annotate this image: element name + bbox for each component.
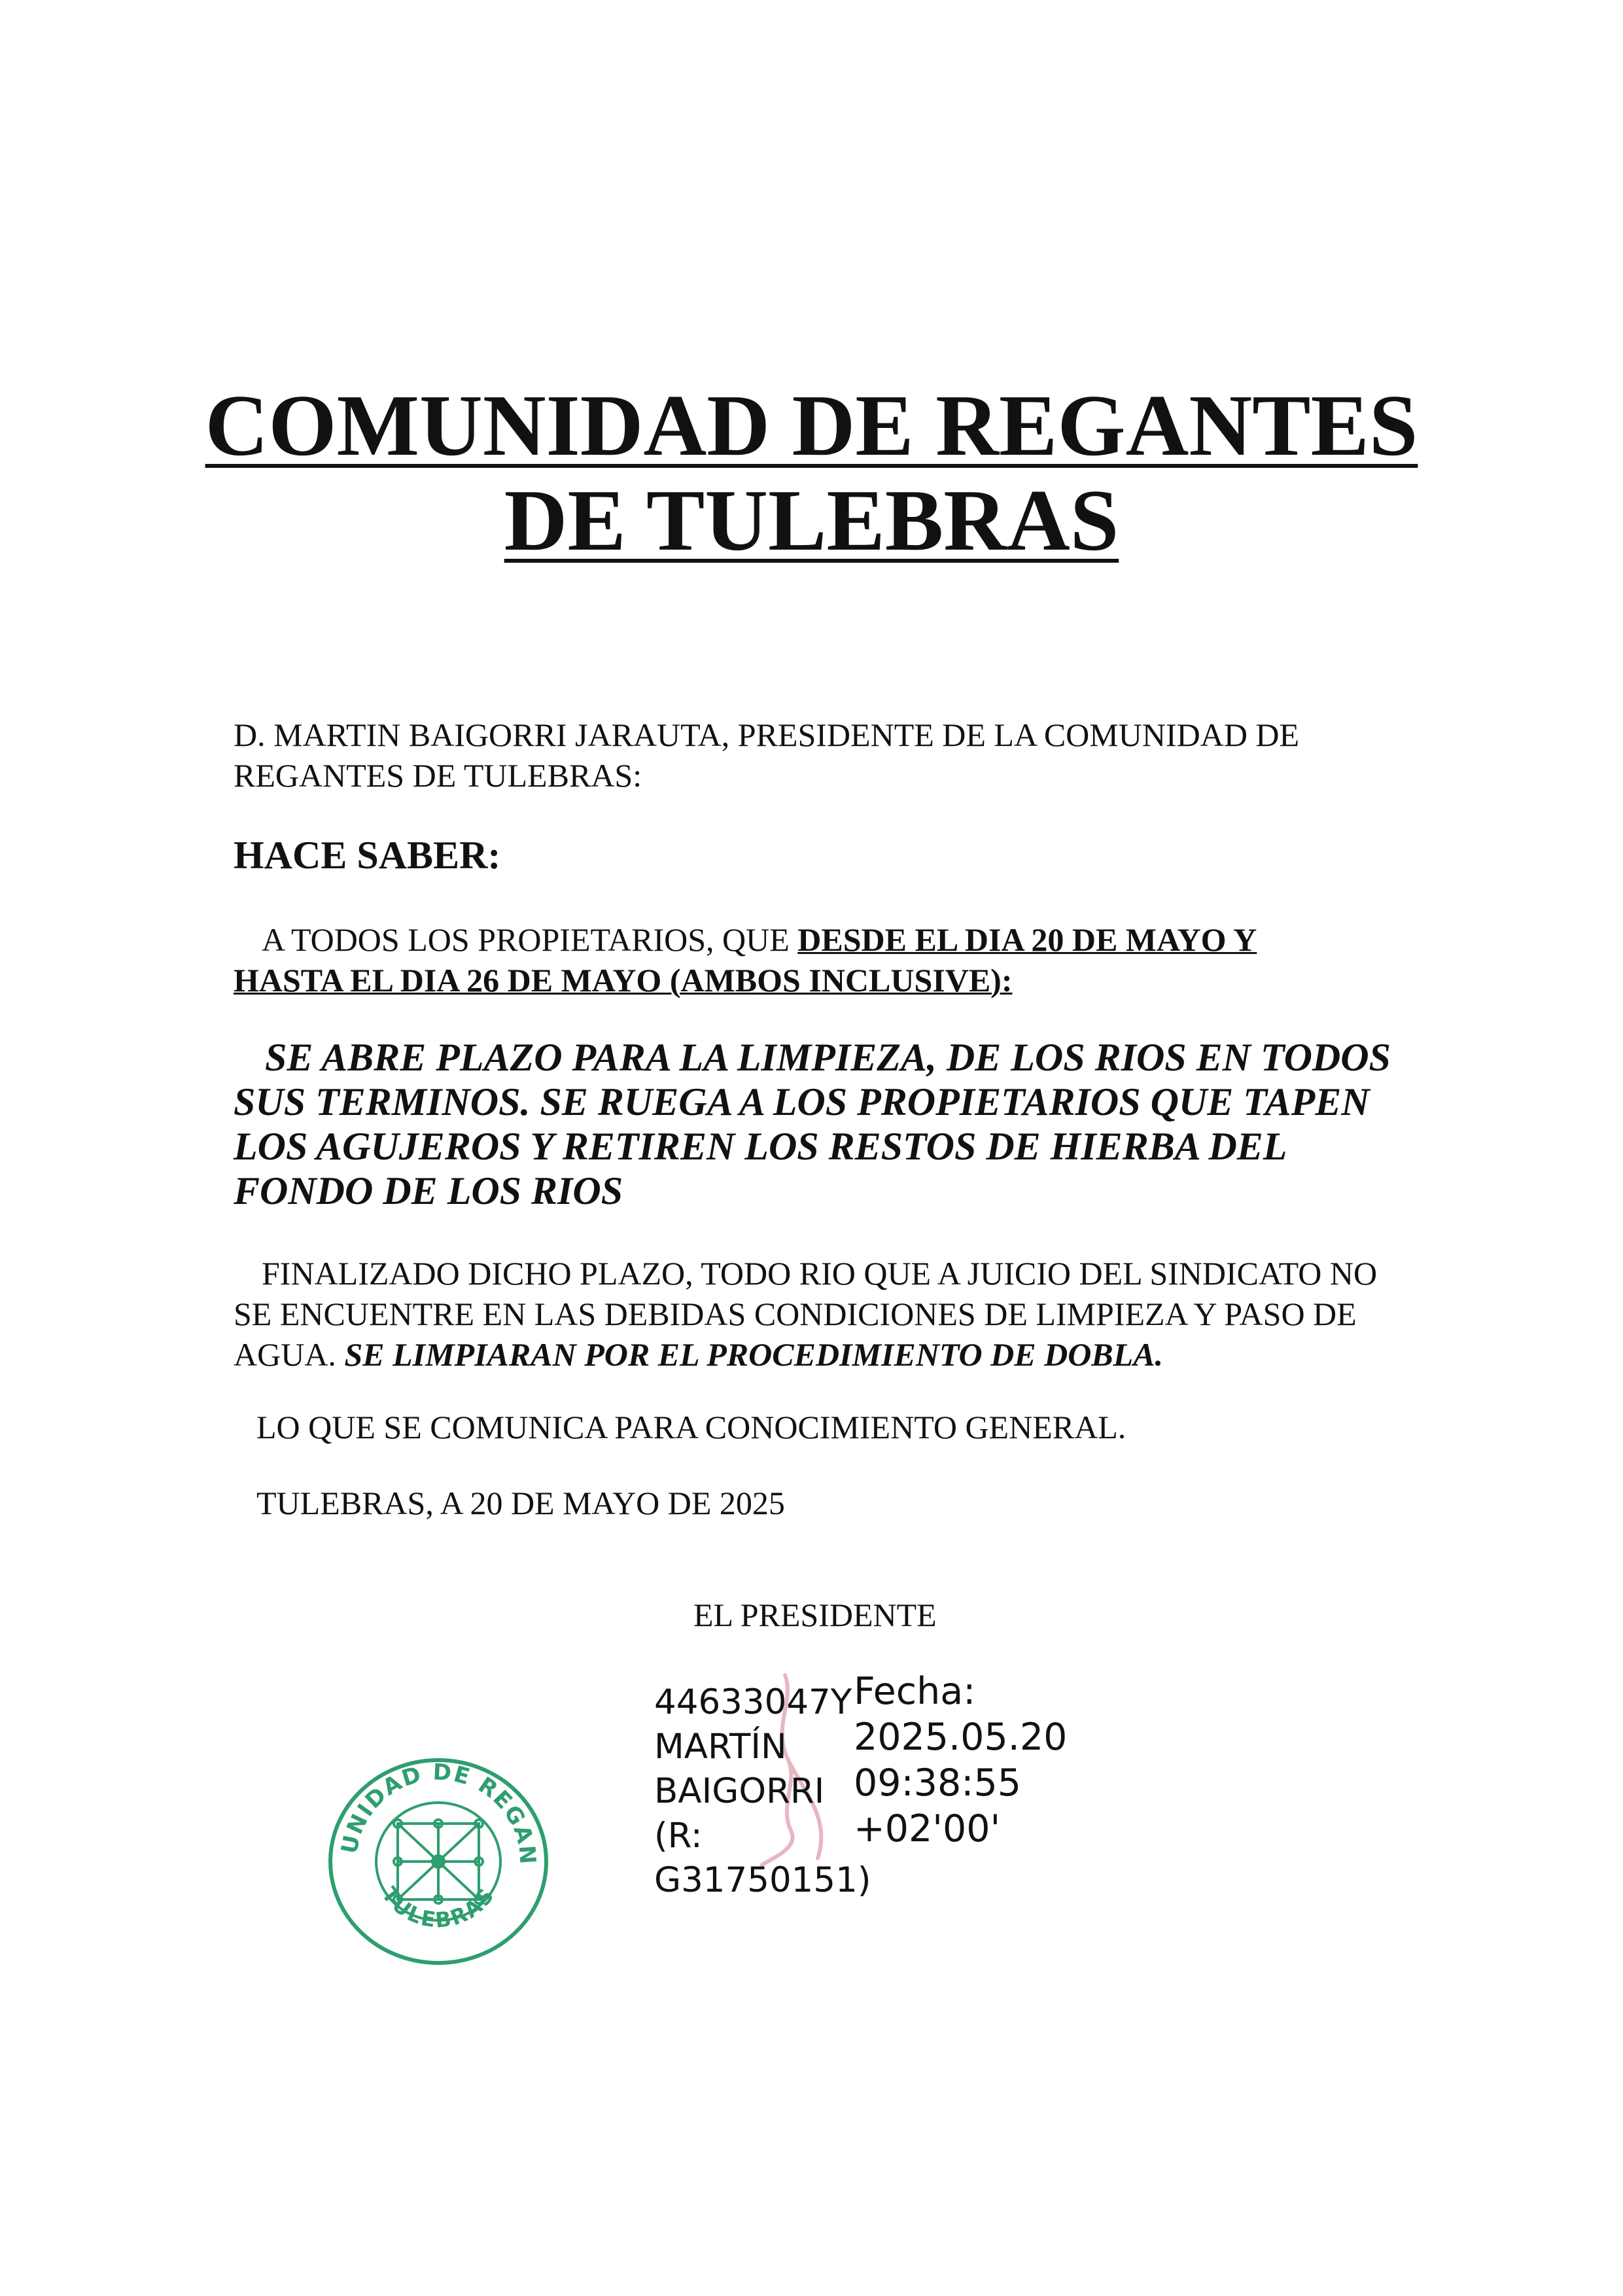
paragraph1-prefix: A TODOS LOS PROPIETARIOS, QUE: [262, 921, 798, 958]
notice-line1: SE ABRE PLAZO PARA LA LIMPIEZA, DE LOS RIOS EN TODOS: [265, 1036, 1391, 1079]
document-title-line2: [0, 471, 1623, 569]
community-stamp: [321, 1750, 556, 1973]
notice-line2: SUS TERMINOS. SE RUEGA A LOS PROPIETARIOS QUE TAPEN: [234, 1080, 1370, 1123]
signature-date-label: Fecha:: [854, 1670, 976, 1713]
intro-line2: REGANTES DE TULEBRAS:: [234, 757, 642, 794]
hace-saber-heading: HACE SABER:: [234, 834, 501, 877]
paragraph1-date-from: DESDE EL DIA 20 DE MAYO Y: [797, 921, 1257, 958]
title-line1-text: COMUNIDAD DE REGANTES: [205, 377, 1418, 474]
document-title-line1: [0, 376, 1623, 474]
digital-signature-id: [654, 1680, 871, 1903]
svg-text:COMUNIDAD DE REGANTES: [321, 1750, 541, 1866]
title-line2-text: DE TULEBRAS: [504, 472, 1119, 569]
paragraph1-date-to: HASTA EL DIA 26 DE MAYO (AMBOS INCLUSIVE):: [234, 962, 1013, 998]
stamp-seal-icon: [321, 1750, 556, 1973]
communication-line: LO QUE SE COMUNICA PARA CONOCIMIENTO GENERAL.: [256, 1409, 1126, 1445]
paragraph2-line3: [234, 1334, 1411, 1375]
notice-line3: LOS AGUJEROS Y RETIREN LOS RESTOS DE HIERBA DEL: [234, 1125, 1287, 1168]
intro-line1: D. MARTIN BAIGORRI JARAUTA, PRESIDENTE DE LA COMUNIDAD DE: [234, 716, 1300, 753]
paragraph1-line2: [234, 960, 1411, 1000]
signature-timezone-value: +02'00': [854, 1807, 1001, 1850]
digital-signature-date: [854, 1669, 1068, 1852]
signature-time-value: 09:38:55: [854, 1761, 1021, 1805]
paragraph2-line1: FINALIZADO DICHO PLAZO, TODO RIO QUE A JUICIO DEL SINDICATO NO: [262, 1255, 1378, 1292]
signature-id-line3: BAIGORRI (R:: [654, 1771, 825, 1856]
place-date-line: TULEBRAS, A 20 DE MAYO DE 2025: [256, 1485, 785, 1521]
signature-id-line4: G31750151): [654, 1860, 871, 1900]
paragraph1-line1: [262, 919, 1439, 960]
signature-id-line2: MARTÍN: [654, 1727, 787, 1767]
paragraph2-line2: SE ENCUENTRE EN LAS DEBIDAS CONDICIONES DE LIMPIEZA Y PASO DE: [234, 1296, 1357, 1332]
paragraph2-line3-emphasis: SE LIMPIARAN POR EL PROCEDIMIENTO DE DOBLA.: [344, 1336, 1164, 1373]
signature-date-value: 2025.05.20: [854, 1716, 1068, 1759]
notice-line4: FONDO DE LOS RIOS: [234, 1169, 623, 1212]
paragraph2-line3-prefix: AGUA.: [234, 1336, 345, 1373]
signature-id-line1: 44633047Y: [654, 1682, 852, 1722]
signer-title: EL PRESIDENTE: [693, 1597, 937, 1633]
stamp-top-text: UNIDAD DE REGAN: [336, 1759, 541, 1867]
stamp-bottom-text: TULEBRAS: [376, 1882, 500, 1933]
